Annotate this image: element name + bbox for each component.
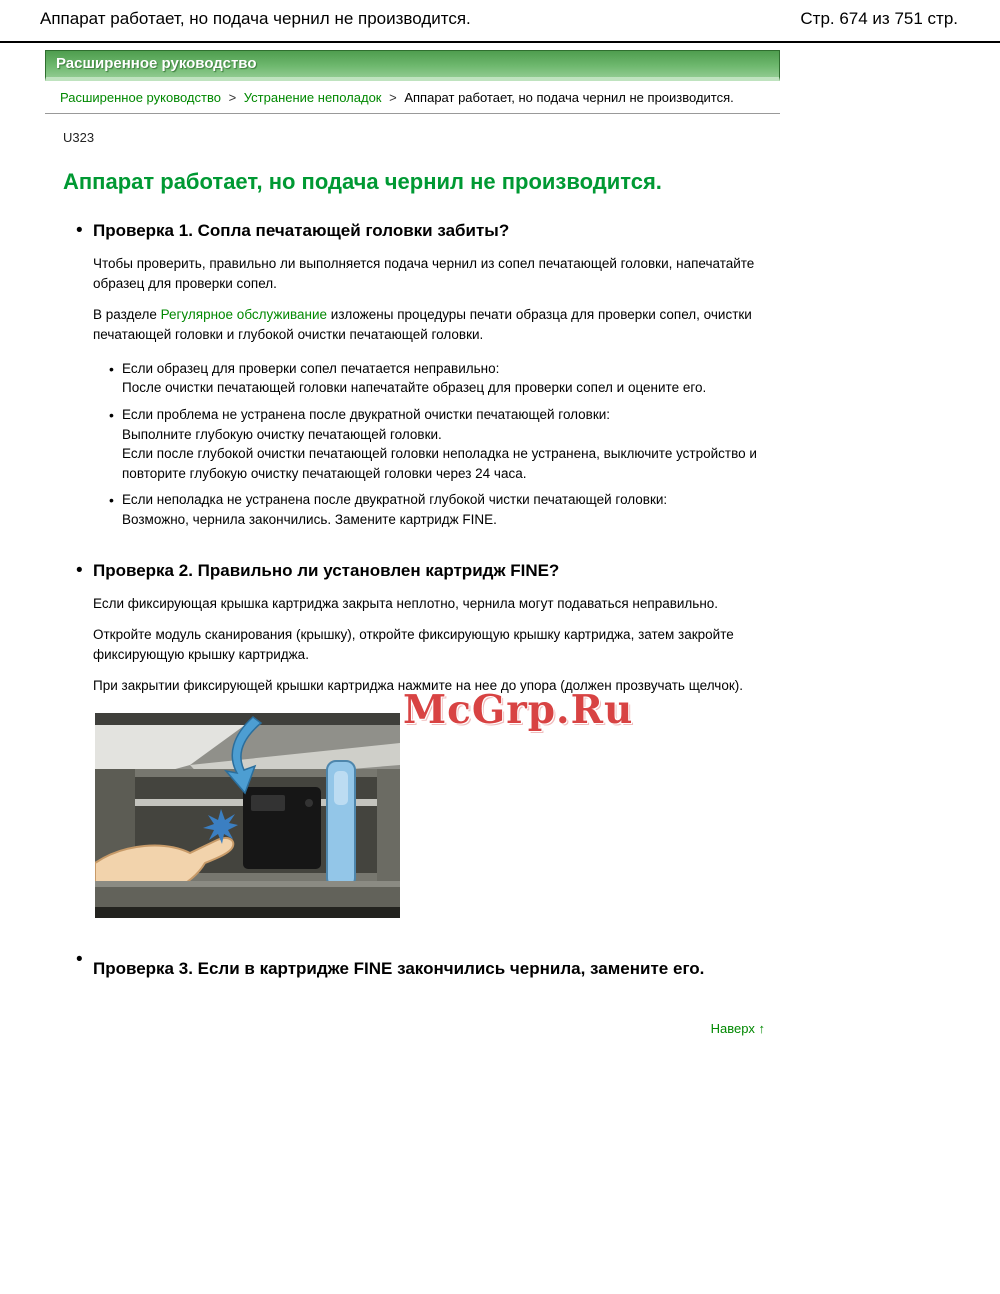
check-1-paragraph-1: Чтобы проверить, правильно ли выполняется подача чернил из сопел печатающей головки, напечатайте образец для проверки сопел. — [93, 256, 755, 291]
page-header — [0, 0, 1000, 43]
check-1 — [93, 221, 780, 529]
article-code: U323 — [63, 130, 95, 145]
guide-banner — [45, 50, 780, 81]
back-to-top-label: Наверх — [710, 1020, 755, 1036]
text-after-link: изложены процедуры печати образца для проверки сопел, очистки печатающей головки и глубокой очистки печатающей головки. — [93, 306, 752, 342]
sub-line: • Если образец для проверки сопел печатается неправильно: — [122, 360, 500, 376]
check-1-subitems — [93, 359, 780, 530]
page-title: Аппарат работает, но подача чернил не производится. — [63, 169, 662, 194]
cartridge-lock-lever — [327, 761, 355, 887]
sub-item-deep-cleaning — [122, 405, 772, 483]
header-title: Аппарат работает, но подача чернил не производится. — [40, 9, 471, 28]
regular-maintenance-link[interactable]: Регулярное обслуживание — [160, 306, 328, 322]
check-2-paragraph-1: Если фиксирующая крышка картриджа закрыта неплотно, чернила могут подаваться неправильно. — [93, 596, 719, 612]
check-3 — [93, 950, 780, 988]
breadcrumb-current: Аппарат работает, но подача чернил не производится. — [404, 90, 734, 105]
sub-item-nozzle-pattern — [122, 359, 772, 398]
sub-line: Если после глубокой очистки печатающей головки неполадка не устранена, выключите устройство и повторите глубокую очистку печатающей головки через 24 часа. — [122, 446, 757, 481]
check-2-paragraph-3: При закрытии фиксирующей крышки картриджа нажмите на нее до упора (должен прозвучать щелчок). — [93, 678, 743, 694]
breadcrumb-separator: > — [228, 90, 237, 105]
check-2-paragraph-2: Откройте модуль сканирования (крышку), откройте фиксирующую крышку картриджа, затем закройте фиксирующую крышку картриджа. — [93, 627, 734, 663]
check-2 — [93, 561, 780, 918]
banner-title: Расширенное руководство — [56, 55, 257, 72]
sub-line: • Если неполадка не устранена после двукратной глубокой чистки печатающей головки: — [122, 492, 668, 508]
check-1-heading: • Проверка 1. Сопла печатающей головки забиты? — [93, 221, 510, 240]
fine-cartridge — [243, 787, 321, 869]
site-watermark: McGrp.Ru — [403, 687, 634, 734]
content — [45, 43, 780, 1036]
checks-list — [45, 221, 780, 989]
check-2-heading: • Проверка 2. Правильно ли установлен картридж FINE? — [93, 561, 560, 581]
sub-item-replace-cartridge — [122, 490, 772, 529]
breadcrumb-link-advanced-guide[interactable]: Расширенное руководство — [60, 90, 221, 105]
breadcrumb-divider — [45, 113, 780, 114]
sub-line: После очистки печатающей головки напечатайте образец для проверки сопел и оцените его. — [122, 380, 707, 396]
sub-line: Выполните глубокую очистку печатающей головки. — [122, 426, 442, 442]
text-before-link: В разделе — [93, 306, 161, 322]
up-arrow-icon: ↑ — [758, 1020, 765, 1036]
printer-front-panel — [95, 881, 400, 918]
breadcrumb-link-troubleshooting[interactable]: Устранение неполадок — [243, 90, 382, 105]
check-3-heading: • Проверка 3. Если в картридже FINE закончились чернила, замените его. — [93, 959, 705, 979]
sub-line: • Если проблема не устранена после двукратной очистки печатающей головки: — [122, 407, 611, 422]
sub-line: Возможно, чернила закончились. Замените картридж FINE. — [122, 511, 497, 527]
breadcrumb-separator: > — [389, 90, 397, 105]
header-page-info: Стр. 674 из 751 стр. — [800, 9, 958, 28]
back-to-top-link[interactable] — [711, 1021, 765, 1036]
back-to-top — [45, 1021, 780, 1036]
check-1-paragraph-2 — [93, 305, 773, 345]
breadcrumb — [45, 90, 780, 105]
cartridge-installation-illustration — [95, 713, 400, 918]
